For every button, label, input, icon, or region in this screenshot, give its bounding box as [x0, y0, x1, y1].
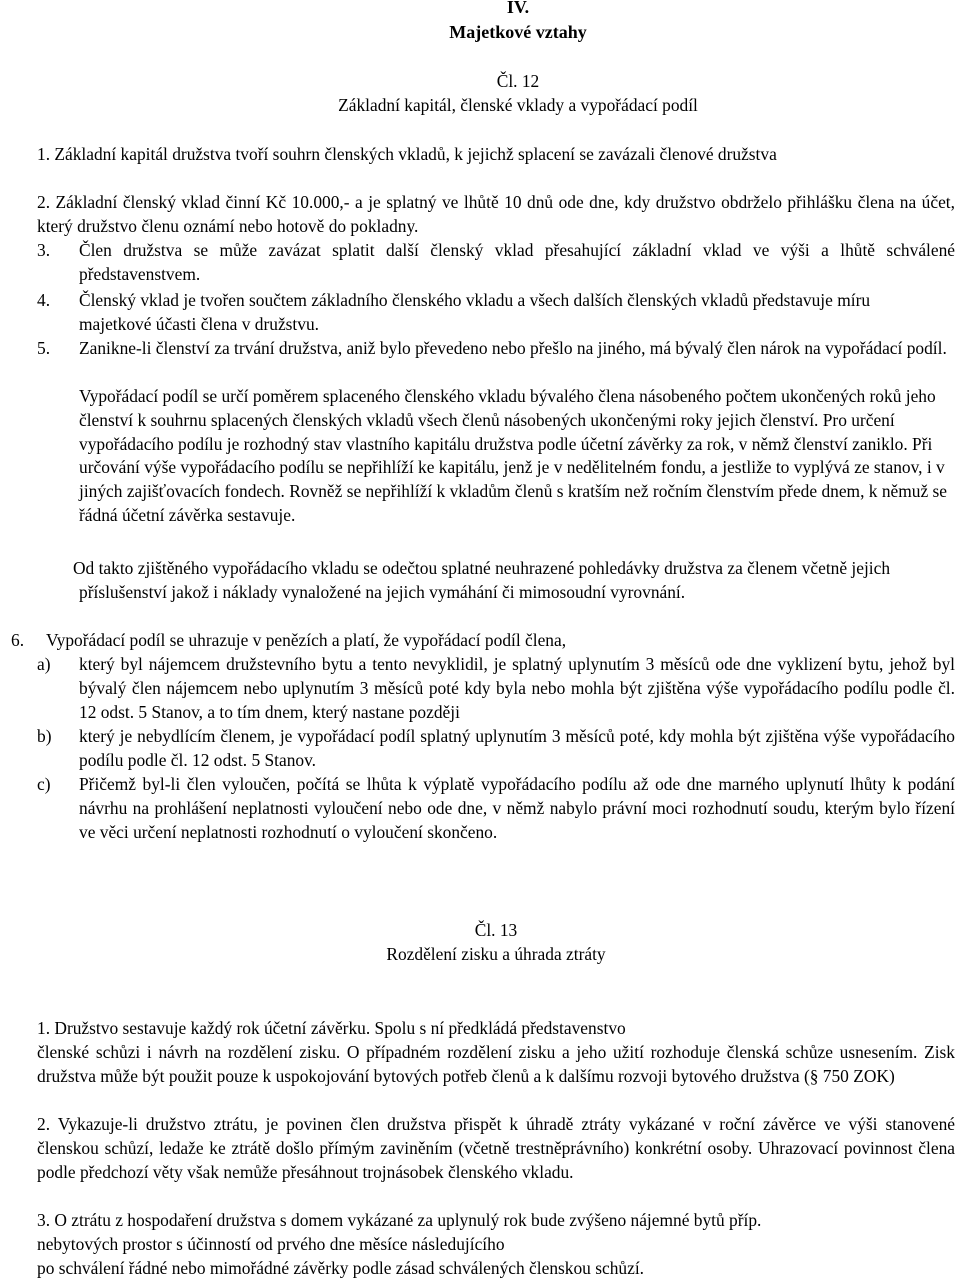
art12-item-b: který je nebydlícím členem, je vypořádací podíl splatný uplynutím 3 měsíců poté, kdy mohla být zjištěna výše vypořádacího podílu podle čl. 12 odst. 5 Stanov.: [79, 726, 955, 770]
art13-paragraph-2: 2. Vykazuje-li družstvo ztrátu, je povinen člen družstva přispět k úhradě ztráty vykázané v roční závěrce ve výši stanovené členskou schůzí, ledaže ke ztrátě došlo přímým zaviněním (včetně trestněprávního) konkrétní osoby. Uhrazovací povinnost člena podle předchozí věty však nemůže přesáhnout trojnásobek členského vkladu.: [37, 1114, 955, 1182]
art12-paragraph-6-number: 6.: [11, 630, 25, 650]
art12-paragraph-1: 1. Základní kapitál družstva tvoří souhrn členských vkladů, k jejichž splacení se zavázali členové družstva: [37, 144, 777, 164]
part-title: Majetkové vztahy: [449, 22, 587, 42]
art12-item-c: Přičemž byl-li člen vyloučen, počítá se lhůta k výplatě vypořádacího podílu až ode dne marného uplynutí lhůty k podání návrhu na prohlášení neplatnosti vyloučení nebo ode dne, v němž nabylo právní moci rozhodnutí soudu, kterým bylo řízení ve věci určení neplatnosti rozhodnutí o vyloučení skončeno.: [79, 774, 955, 842]
art12-paragraph-3-number: 3.: [37, 240, 51, 260]
art13-paragraph-3-line-3: po schválení řádné nebo mimořádné závěrky podle zásad schválených členskou schůzí.: [37, 1258, 644, 1278]
art12-paragraph-5-number: 5.: [37, 338, 51, 358]
art13-paragraph-1-intro: 1. Družstvo sestavuje každý rok účetní závěrku. Spolu s ní předkládá představenstvo: [37, 1018, 626, 1038]
article-12-number: Čl. 12: [496, 71, 540, 91]
article-13-number: Čl. 13: [474, 920, 518, 940]
art12-item-b-label: b): [37, 726, 52, 746]
article-12-title: Základní kapitál, členské vklady a vypořádací podíl: [338, 95, 698, 115]
art12-item-c-label: c): [37, 774, 51, 794]
art12-paragraph-5-deduction: Od takto zjištěného vypořádacího vkladu se odečtou splatné neuhrazené pohledávky družstva za členem včetně jejich příslušenství jakož i náklady vynaložené na jejich vymáhání či mimosoudní vyrovnání.: [73, 558, 891, 602]
art12-paragraph-5: Zanikne-li členství za trvání družstva, aniž bylo převedeno nebo přešlo na jiného, má bývalý člen nárok na vypořádací podíl.: [79, 338, 947, 358]
art12-paragraph-6: Vypořádací podíl se uhrazuje v penězích a platí, že vypořádací podíl člena,: [46, 630, 567, 650]
art13-paragraph-1: členské schůzi i návrh na rozdělení zisku. O případném rozdělení zisku a jeho užití rozhoduje členská schůze usnesením. Zisk družstva může být použit pouze k uspokojování bytových potřeb členů a k dalšímu rozvoji bytového družstva (§ 750 ZOK): [37, 1042, 955, 1086]
art12-paragraph-3: Člen družstva se může zavázat splatit další členský vklad přesahující základní vklad ve výši a lhůtě schválené představenstvem.: [79, 240, 955, 284]
article-13-title: Rozdělení zisku a úhrada ztráty: [386, 944, 606, 964]
art12-item-a-label: a): [37, 654, 51, 674]
art12-paragraph-4-number: 4.: [37, 290, 51, 310]
art12-item-a: který byl nájemcem družstevního bytu a tento nevyklidil, je splatný uplynutím 3 měsíců ode dne vyklizení bytu, jehož byl bývalý člen nájemcem nebo uplynutím 3 měsíců poté kdy byla nebo mohla být zjištěna výše vypořádacího podílu podle čl. 12 odst. 5 Stanov, a to tím dnem, který nastane později: [79, 654, 955, 722]
art12-paragraph-5-settlement: Vypořádací podíl se určí poměrem splaceného členského vkladu bývalého člena násobeného počtem ukončených roků jeho členství k souhrnu splacených členských vkladů všech členů násobených ukončenými roky jejich členství. Pro určení vypořádacího podílu je rozhodný stav vlastního kapitálu družstva podle účetní závěrky za rok, v němž členství zaniklo. Při určování výše vypořádacího podílu se nepřihlíží ke kapitálu, jenž je v nedělitelném fondu, a jestliže to vyplývá ze stanov, i v jiných zajišťovacích fondech. Rovněž se nepřihlíží k vkladům členů s kratším než ročním členstvím přede dnem, k němuž se řádná účetní závěrka sestavuje.: [79, 386, 948, 525]
art12-paragraph-4: Členský vklad je tvořen součtem základního členského vkladu a všech dalších členských vkladů představuje míru majetkové účasti člena v družstvu.: [79, 290, 871, 334]
art13-paragraph-3-line-2: nebytových prostor s účinností od prvého dne měsíce následujícího: [37, 1234, 505, 1254]
art13-paragraph-3-line-1: 3. O ztrátu z hospodaření družstva s domem vykázané za uplynulý rok bude zvýšeno nájemné bytů příp.: [37, 1210, 762, 1230]
art12-paragraph-2: 2. Základní členský vklad činní Kč 10.000,- a je splatný ve lhůtě 10 dnů ode dne, kdy družstvo obdrželo přihlášku člena na účet, který družstvo členu oznámí nebo hotově do pokladny.: [37, 192, 955, 236]
part-number: IV.: [506, 0, 530, 17]
